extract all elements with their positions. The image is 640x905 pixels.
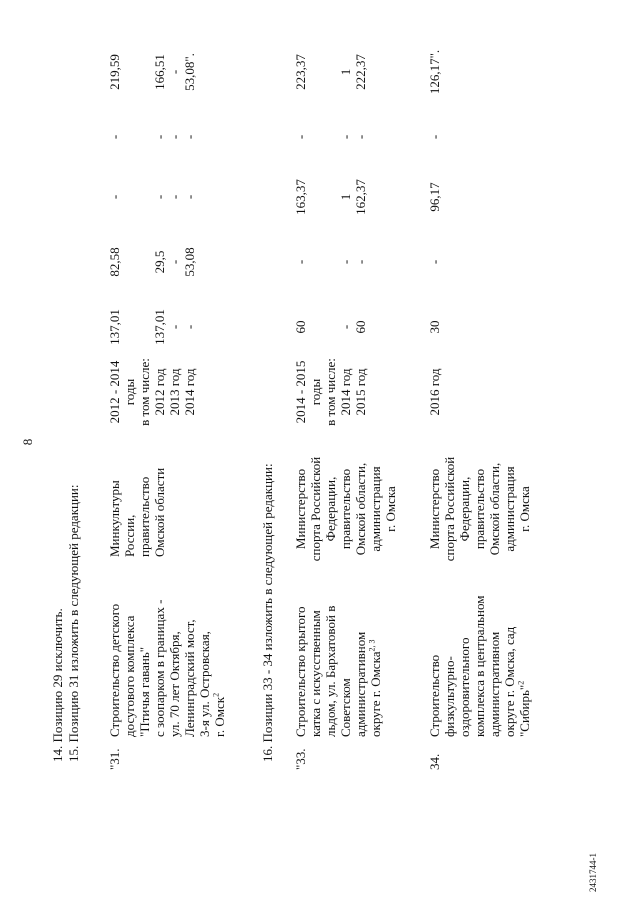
- executor: Министерство спорта Российской Федерации, правительство Омской области, администрация г. Омска: [427, 456, 532, 562]
- value-col3: 163,37 1 162,37: [293, 179, 368, 215]
- value-col1: 30: [427, 320, 442, 334]
- value-col3: 96,17: [427, 182, 442, 212]
- value-col1: 137,01 137,01 - -: [107, 309, 197, 345]
- instruction-14: 14. Позицию 29 исключить.: [50, 608, 65, 762]
- row-number: "33.: [293, 748, 308, 770]
- value-col3: - - - -: [107, 194, 197, 200]
- period: 2016 год: [427, 368, 442, 416]
- instruction-15: 15. Позицию 31 изложить в следующей редакции:: [66, 484, 81, 762]
- value-col2: -: [427, 259, 442, 265]
- row-number: "31.: [107, 748, 122, 770]
- value-col2: 82,58 29,5 - 53,08: [107, 247, 197, 277]
- value-col5: 126,17".: [427, 49, 442, 95]
- object-name: Строительство крытого катка с искусственным льдом, ул. Бархатовой в Советском административном округе г. Омска: [293, 605, 383, 737]
- value-col4: - - - -: [107, 134, 197, 140]
- object-name: Строительство физкультурно- оздоровительного комплекса в центральном административном округе г. Омска, сад "Сибирь": [427, 595, 532, 737]
- value-col4: -: [427, 134, 442, 140]
- value-col5: 219,59 166,51 - 53,08".: [107, 53, 197, 91]
- footnote-ref: 2: [211, 692, 221, 697]
- value-col4: - - -: [293, 134, 368, 140]
- value-col5: 223,37 1 222,37: [293, 54, 368, 90]
- object-name-cell: [293, 567, 383, 737]
- footnote-ref: 2, 3: [367, 639, 377, 652]
- object-name-cell: [107, 567, 227, 737]
- document-id: 2431744-1: [588, 853, 598, 892]
- instruction-16: 16. Позиции 33 - 34 изложить в следующей редакции:: [260, 463, 275, 762]
- rotated-content: [10, 12, 630, 892]
- object-name-cell: [427, 567, 532, 737]
- footnote-ref: 2: [516, 680, 526, 685]
- row-number: 34.: [427, 753, 442, 770]
- page-number: 8: [20, 438, 35, 446]
- period: 2012 - 2014 годы в том числе: 2012 год 2013 год 2014 год: [107, 358, 197, 426]
- executor: Министерство спорта Российской Федерации, правительство Омской области, администрация г. Омска: [293, 456, 398, 562]
- object-name: Строительство детского досугового комплекса "Птичья гавань" с зоопарком в границах - ул. 70 лет Октября, Ленинградский мост, 3-я ул. Островская, г. Омск: [107, 599, 227, 737]
- executor: Минкультуры России, правительство Омской области: [107, 467, 167, 557]
- value-col2: - - -: [293, 259, 368, 265]
- value-col1: 60 - 60: [293, 320, 368, 334]
- period: 2014 - 2015 годы в том числе: 2014 год 2015 год: [293, 358, 368, 426]
